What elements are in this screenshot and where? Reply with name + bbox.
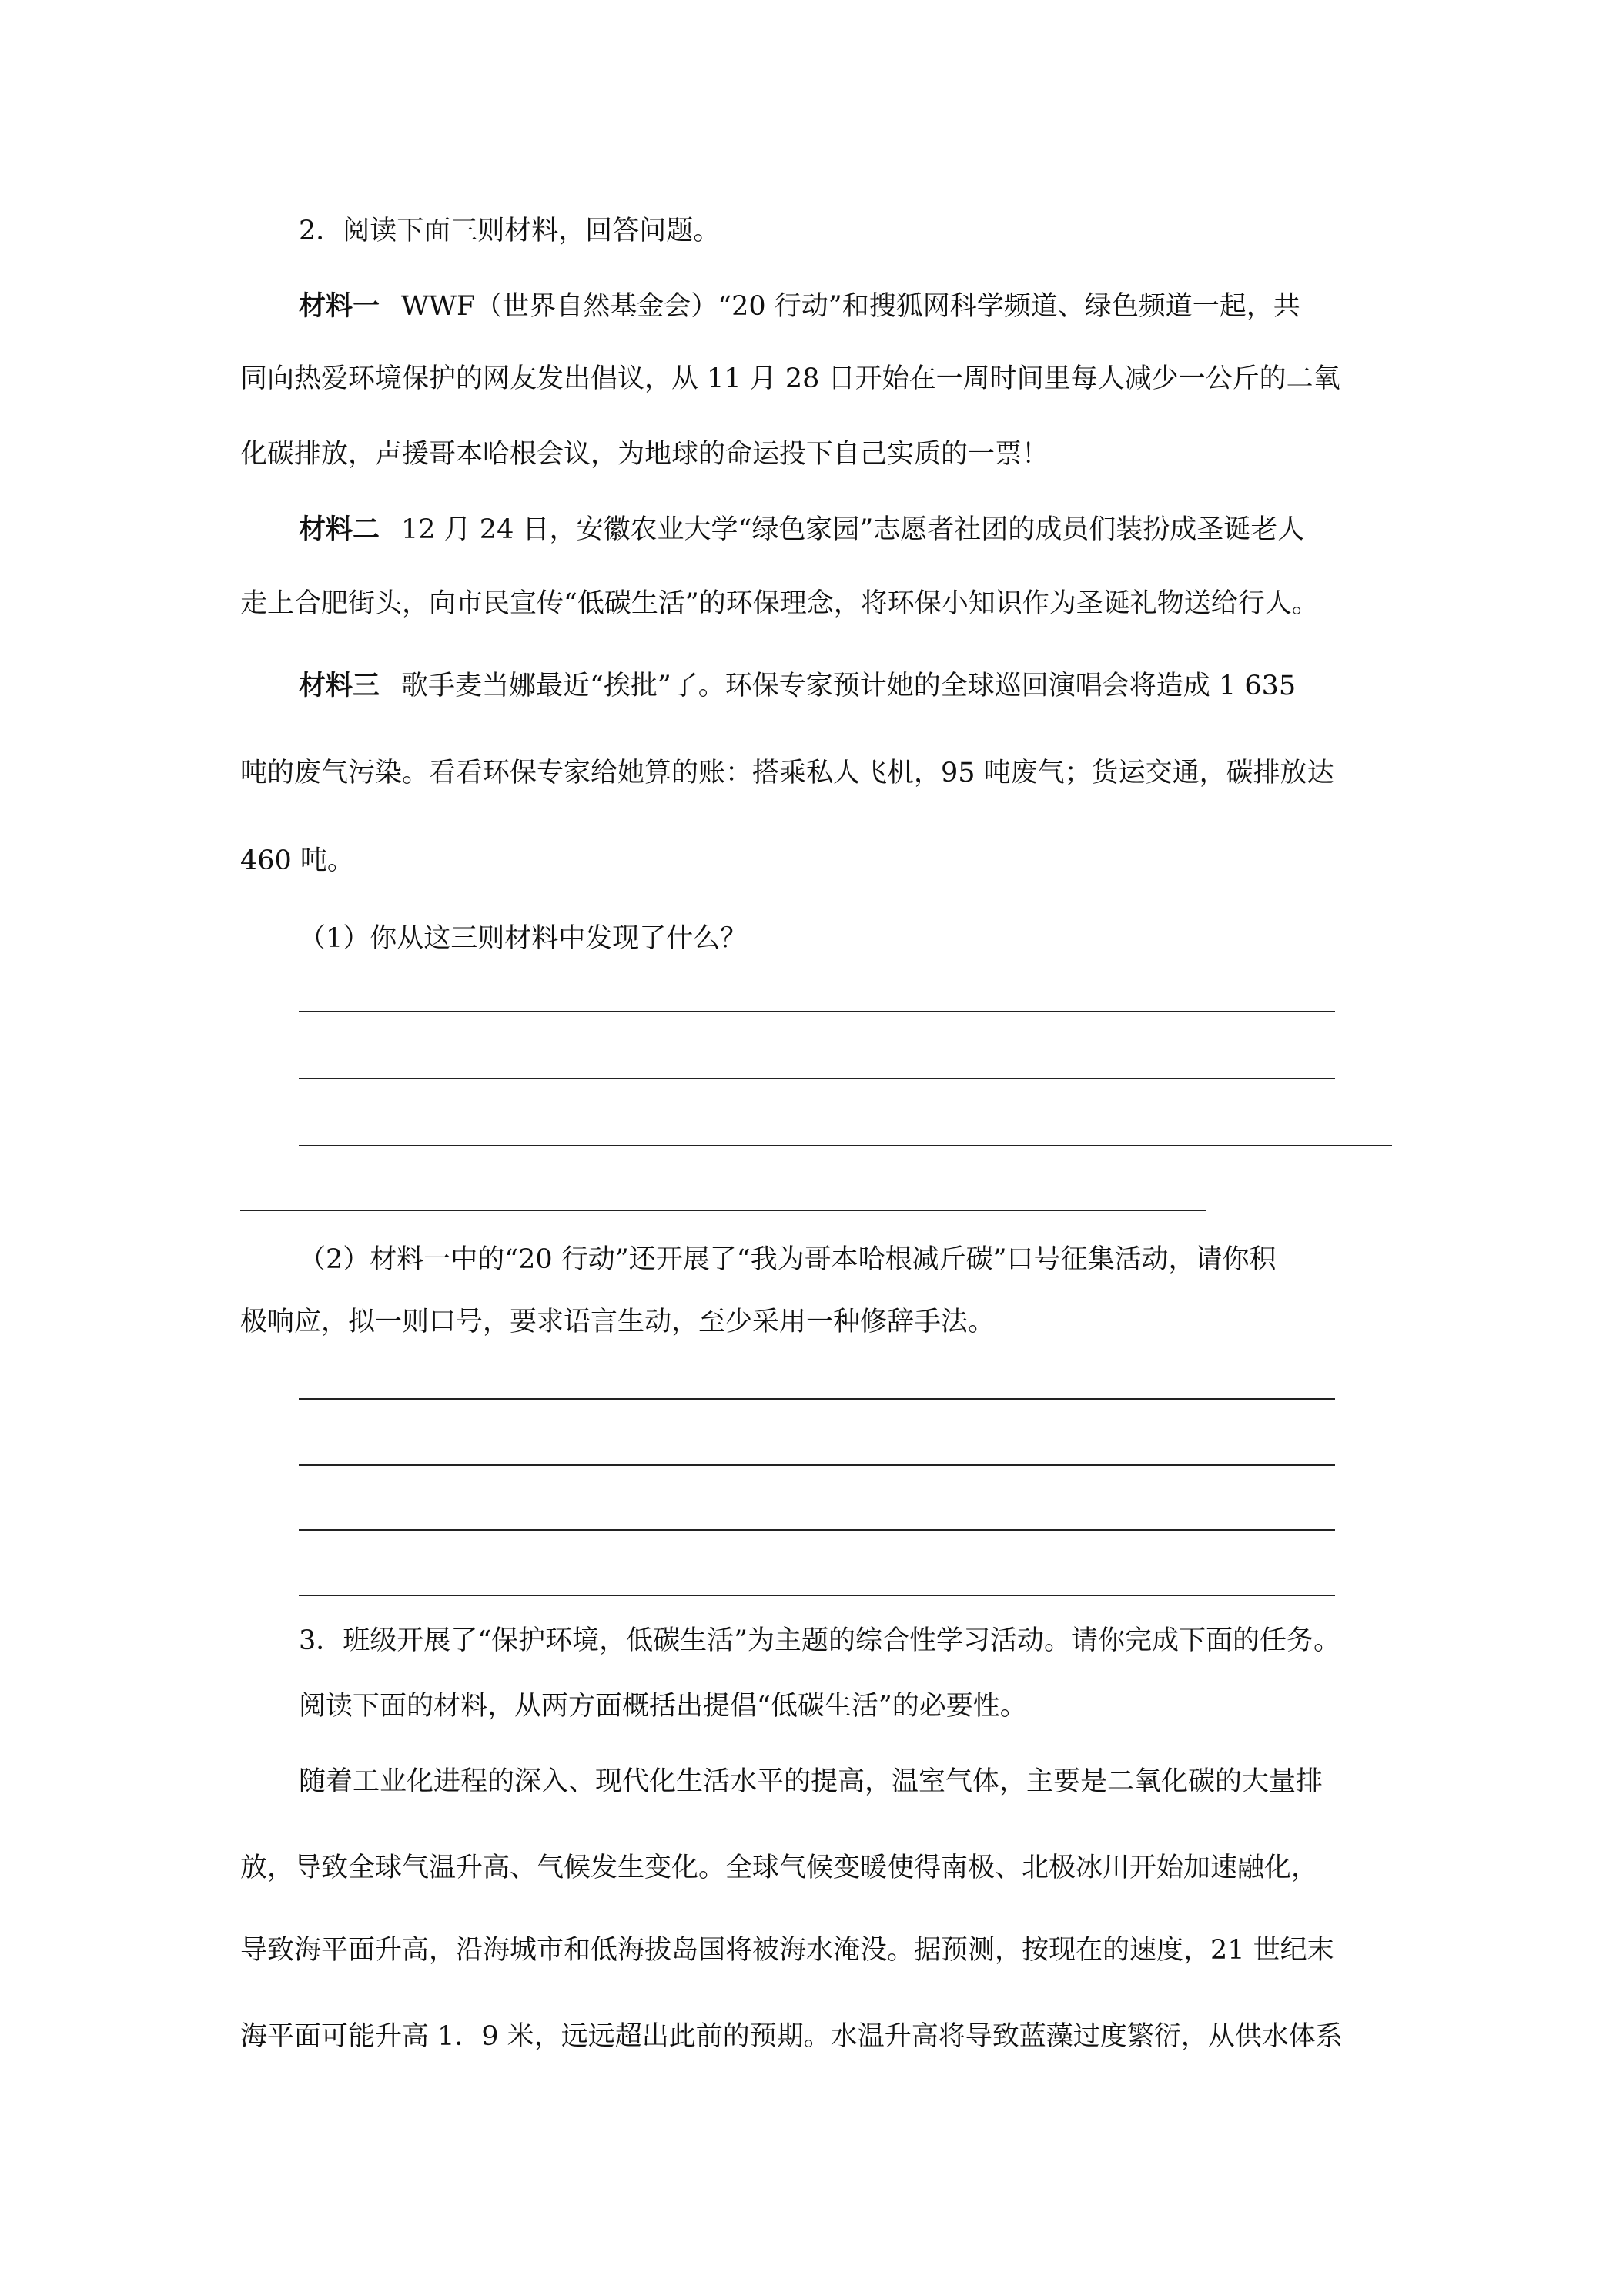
answer-line[interactable] <box>299 1145 1392 1146</box>
sub-question-1: （1）你从这三则材料中发现了什么？ <box>299 923 748 954</box>
material-2-text: 12 月 24 日，安徽农业大学“绿色家园”志愿者社团的成员们装扮成圣诞老人 <box>401 514 1305 545</box>
answer-line[interactable] <box>299 1011 1335 1012</box>
answer-line[interactable] <box>299 1529 1335 1531</box>
answer-line[interactable] <box>299 1595 1335 1596</box>
material-3-line-1 <box>299 668 1296 705</box>
answer-line[interactable] <box>299 1078 1335 1079</box>
material-2-label: 材料二 <box>299 514 380 545</box>
material-3-text: 歌手麦当娜最近“挨批”了。环保专家预计她的全球巡回演唱会将造成 1 635 <box>401 671 1297 701</box>
q2-intro: 2．阅读下面三则材料，回答问题。 <box>299 216 721 246</box>
material-1-label: 材料一 <box>299 290 380 322</box>
material-1-line-3: 化碳排放，声援哥本哈根会议，为地球的命运投下自己实质的一票！ <box>240 439 1049 470</box>
sub-question-2-line-1: （2）材料一中的“20 行动”还开展了“我为哥本哈根减斤碳”口号征集活动，请你积 <box>299 1244 1277 1275</box>
q3-passage-line-3: 导致海平面升高，沿海城市和低海拔岛国将被海水淹没。据预测，按现在的速度，21 世纪末 <box>240 1935 1334 1966</box>
q3-task: 阅读下面的材料，从两方面概括出提倡“低碳生活”的必要性。 <box>299 1691 1027 1722</box>
material-2-line-1 <box>299 511 1304 548</box>
q3-passage-line-1: 随着工业化进程的深入、现代化生活水平的提高，温室气体，主要是二氧化碳的大量排 <box>299 1766 1323 1797</box>
material-3-label: 材料三 <box>299 670 380 701</box>
material-3-line-3: 460 吨。 <box>240 845 354 876</box>
material-2-line-2: 走上合肥街头，向市民宣传“低碳生活”的环保理念，将环保小知识作为圣诞礼物送给行人。 <box>240 588 1319 619</box>
q3-intro: 3．班级开展了“保护环境，低碳生活”为主题的综合性学习活动。请你完成下面的任务。 <box>299 1625 1341 1656</box>
answer-line[interactable] <box>240 1210 1206 1211</box>
q3-passage-line-4: 海平面可能升高 1．9 米，远远超出此前的预期。水温升高将导致蓝藻过度繁衍，从供水体系 <box>240 2021 1343 2052</box>
q3-passage-line-2: 放，导致全球气温升高、气候发生变化。全球气候变暖使得南极、北极冰川开始加速融化， <box>240 1853 1319 1883</box>
answer-line[interactable] <box>299 1398 1335 1400</box>
answer-line[interactable] <box>299 1464 1335 1466</box>
sub-question-2-line-2: 极响应，拟一则口号，要求语言生动，至少采用一种修辞手法。 <box>240 1307 996 1337</box>
material-1-line-2: 同向热爱环境保护的网友发出倡议，从 11 月 28 日开始在一周时间里每人减少一公斤的二氧 <box>240 363 1340 394</box>
material-1-line-1 <box>299 288 1300 325</box>
material-1-text: WWF（世界自然基金会）“20 行动”和搜狐网科学频道、绿色频道一起，共 <box>401 291 1300 322</box>
material-3-line-2: 吨的废气污染。看看环保专家给她算的账：搭乘私人飞机，95 吨废气；货运交通，碳排放达 <box>240 758 1334 788</box>
